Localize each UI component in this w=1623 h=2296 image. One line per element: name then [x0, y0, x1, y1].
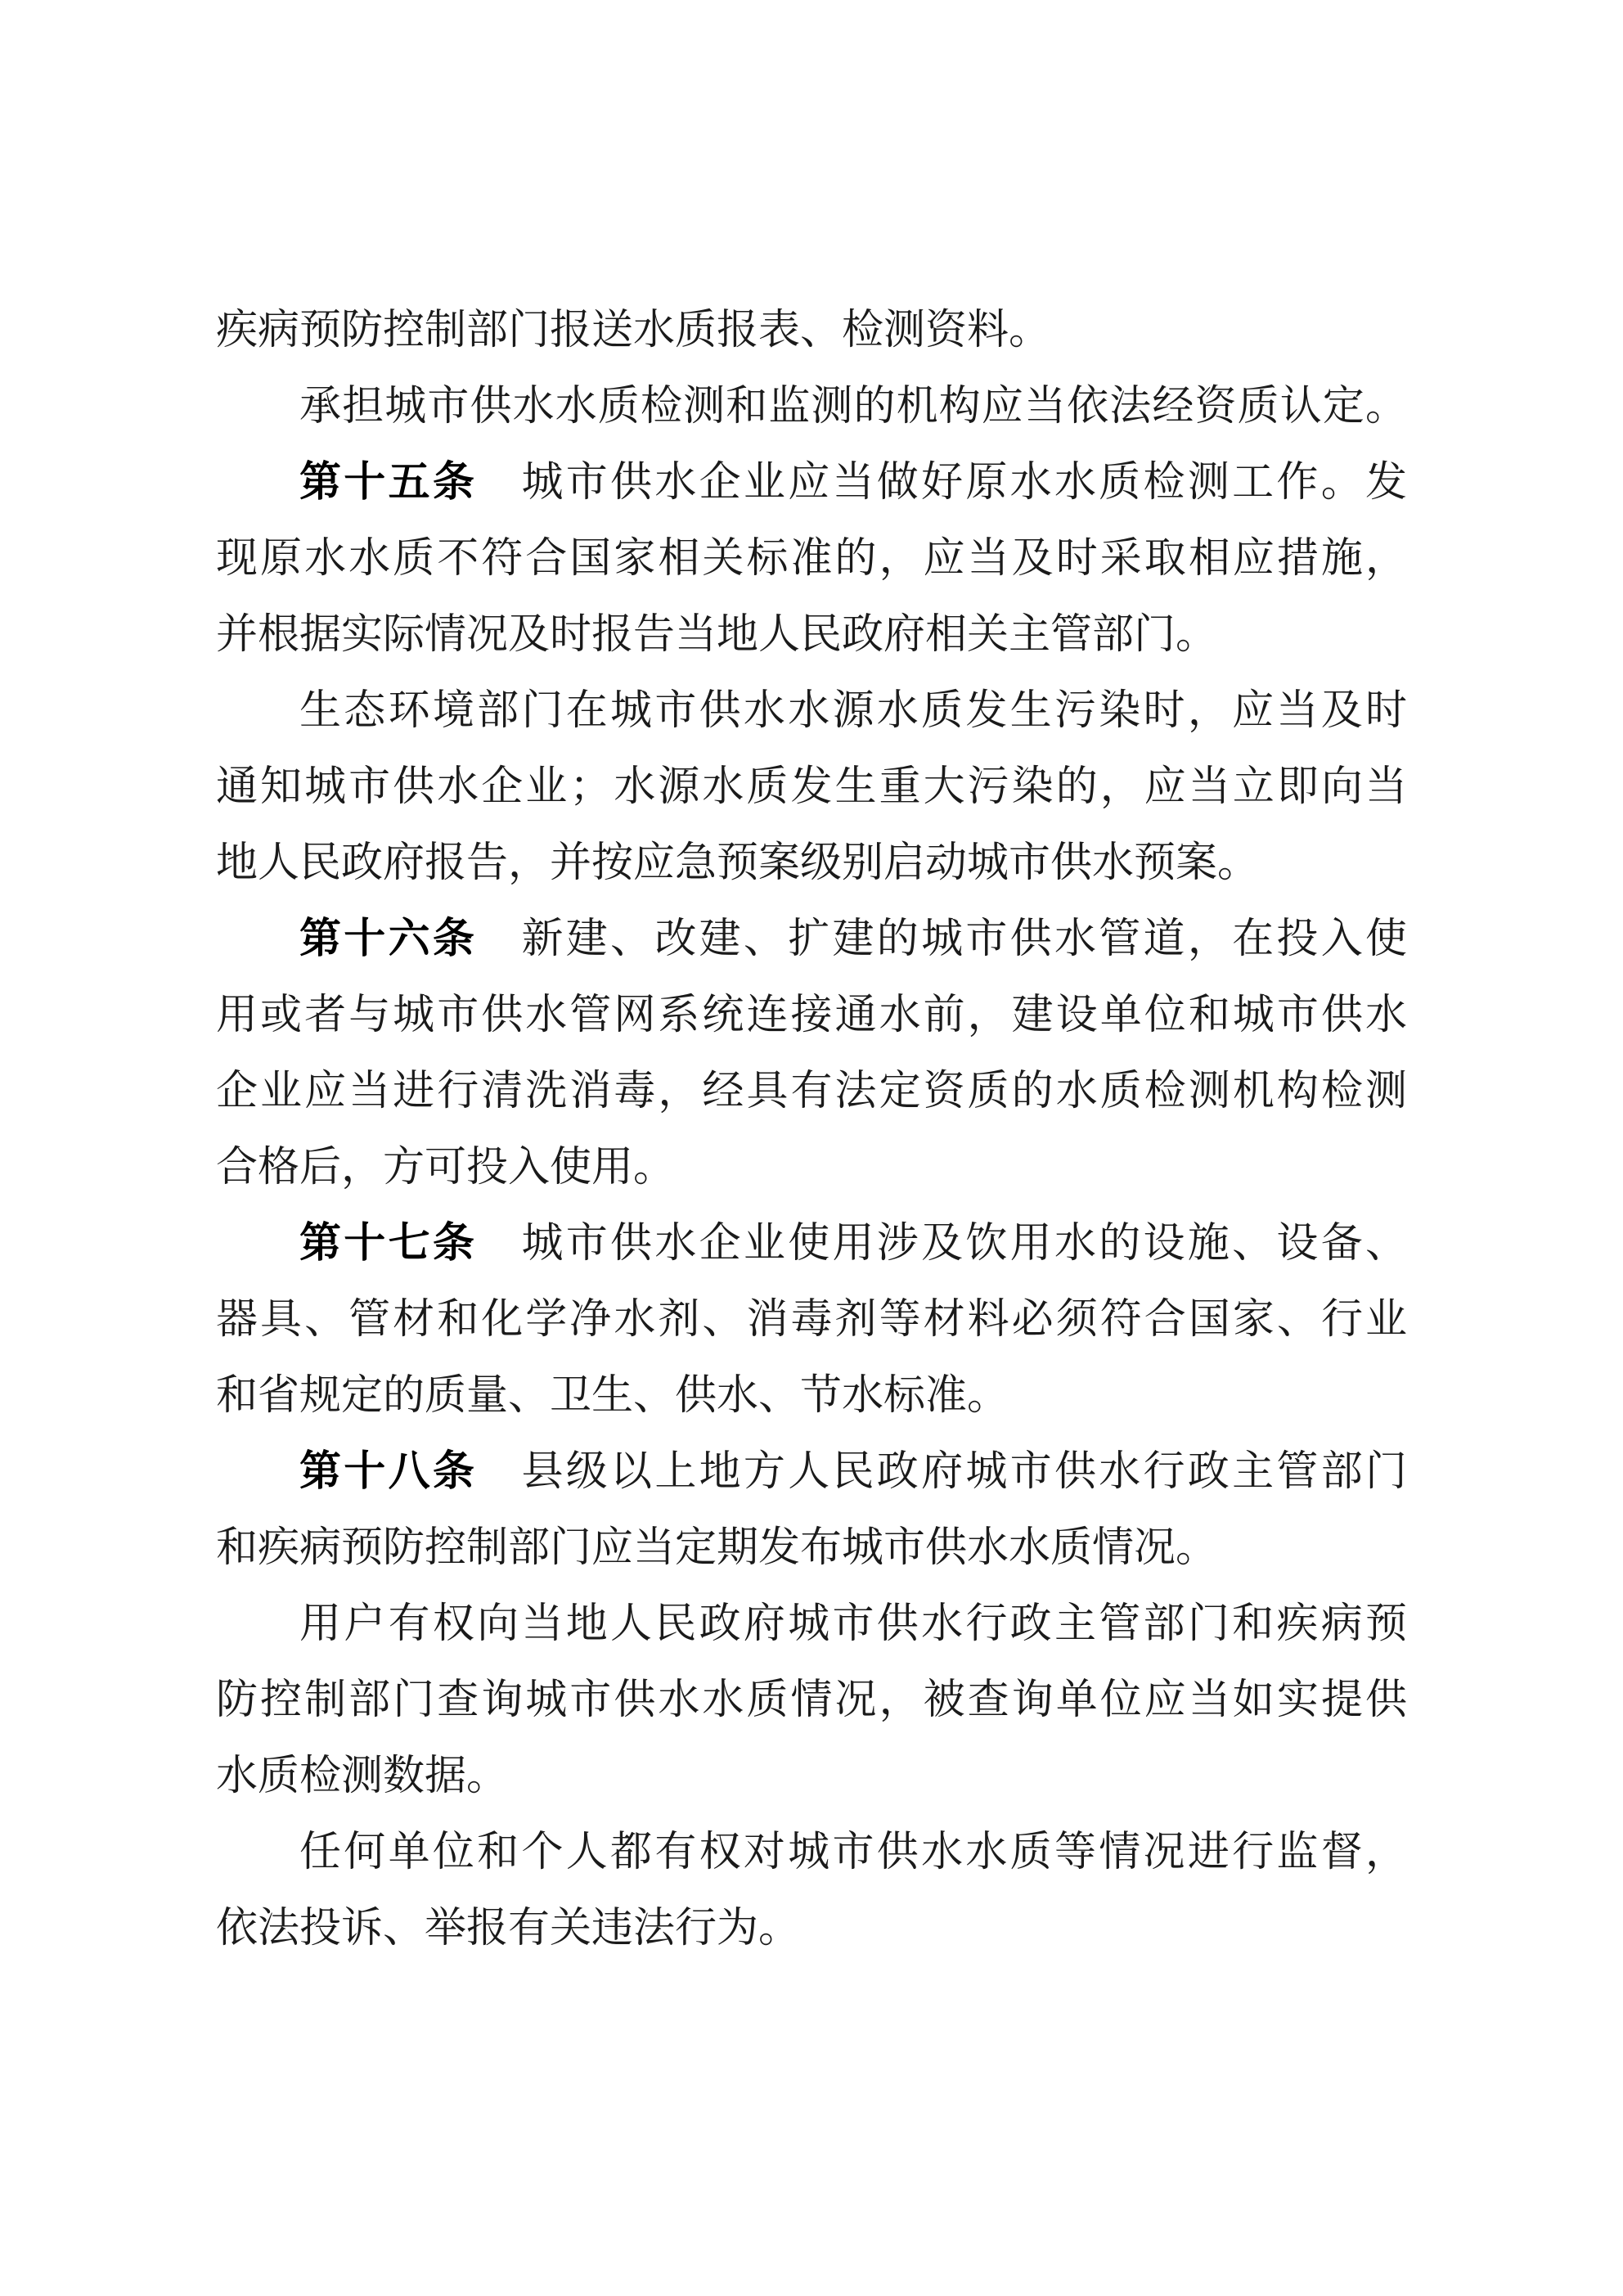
line-text: 任何单位和个人都有权对城市供水水质等情况进行监督， — [299, 1830, 1407, 1875]
line-text: 县级以上地方人民政府城市供水行政主管部门 — [477, 1449, 1407, 1495]
text-line — [216, 597, 1407, 673]
paragraph — [216, 673, 1407, 902]
line-text: 新建、改建、扩建的城市供水管道，在投入使 — [477, 916, 1407, 962]
article-number: 第十六条 — [299, 916, 478, 962]
article-number: 第十七条 — [299, 1221, 478, 1267]
text-line — [216, 826, 1407, 902]
line-text: 防控制部门查询城市供水水质情况，被查询单位应当如实提供 — [216, 1677, 1407, 1723]
text-line — [216, 1510, 1407, 1587]
article-number: 第十八条 — [299, 1449, 478, 1495]
text-line — [216, 1891, 1407, 1967]
text-line — [216, 1663, 1407, 1739]
line-text: 水质检测数据。 — [216, 1754, 509, 1799]
line-text: 用户有权向当地人民政府城市供水行政主管部门和疾病预 — [299, 1601, 1407, 1647]
line-text: 生态环境部门在城市供水水源水质发生污染时，应当及时 — [299, 688, 1407, 734]
text-line — [216, 293, 1407, 369]
line-text: 疾病预防控制部门报送水质报表、检测资料。 — [216, 308, 1051, 353]
line-text: 承担城市供水水质检测和监测的机构应当依法经资质认定。 — [299, 384, 1407, 430]
line-text: 企业应当进行清洗消毒，经具有法定资质的水质检测机构检测 — [216, 1069, 1407, 1114]
text-line — [216, 521, 1407, 597]
text-line — [216, 1739, 1407, 1815]
document-text-block — [216, 293, 1407, 1967]
paragraph — [216, 1587, 1407, 1815]
text-line — [216, 1130, 1407, 1206]
line-text: 通知城市供水企业；水源水质发生重大污染的，应当立即向当 — [216, 764, 1407, 810]
text-line — [216, 1434, 1407, 1510]
text-line — [216, 445, 1407, 521]
line-text: 依法投诉、举报有关违法行为。 — [216, 1906, 801, 1952]
line-text: 并根据实际情况及时报告当地人民政府相关主管部门。 — [216, 612, 1218, 658]
line-text: 和疾病预防控制部门应当定期发布城市供水水质情况。 — [216, 1525, 1218, 1571]
line-text: 和省规定的质量、卫生、供水、节水标准。 — [216, 1373, 1009, 1419]
text-line — [216, 369, 1407, 445]
text-line — [216, 978, 1407, 1054]
text-line — [216, 902, 1407, 978]
paragraph — [216, 293, 1407, 369]
line-text: 器具、管材和化学净水剂、消毒剂等材料必须符合国家、行业 — [216, 1297, 1407, 1343]
line-text: 合格后，方可投入使用。 — [216, 1145, 676, 1191]
paragraph — [216, 1815, 1407, 1967]
paragraph — [216, 369, 1407, 445]
line-text: 现原水水质不符合国家相关标准的，应当及时采取相应措施， — [216, 536, 1407, 582]
paragraph-article-15 — [216, 445, 1407, 673]
line-text: 城市供水企业应当做好原水水质检测工作。发 — [477, 460, 1407, 506]
text-line — [216, 1358, 1407, 1434]
paragraph-article-17 — [216, 1206, 1407, 1434]
paragraph-article-16 — [216, 902, 1407, 1206]
text-line — [216, 1815, 1407, 1891]
article-number: 第十五条 — [299, 460, 478, 506]
line-text: 用或者与城市供水管网系统连接通水前，建设单位和城市供水 — [216, 993, 1407, 1038]
text-line — [216, 673, 1407, 750]
text-line — [216, 1206, 1407, 1282]
text-line — [216, 1282, 1407, 1358]
text-line — [216, 1054, 1407, 1130]
text-line — [216, 750, 1407, 826]
line-text: 城市供水企业使用涉及饮用水的设施、设备、 — [477, 1221, 1407, 1267]
paragraph-article-18 — [216, 1434, 1407, 1587]
text-line — [216, 1587, 1407, 1663]
line-text: 地人民政府报告，并按应急预案级别启动城市供水预案。 — [216, 840, 1260, 886]
